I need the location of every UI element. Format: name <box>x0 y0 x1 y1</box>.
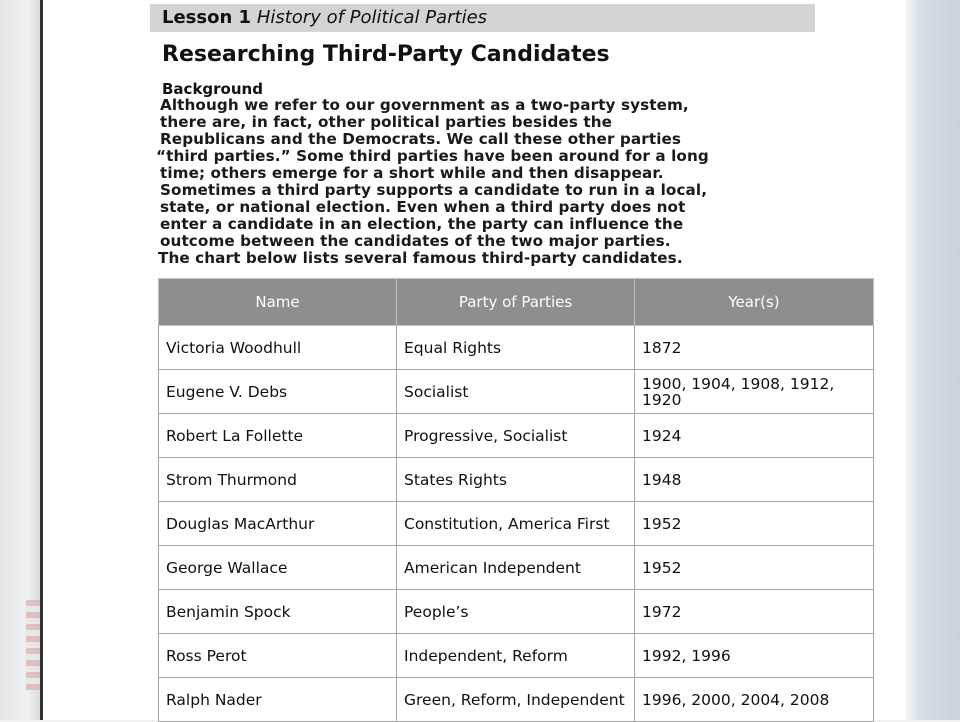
party-name: Green, Reform, Independent <box>397 678 635 722</box>
paragraph-line: “third parties.” Some third parties have been around for a long <box>156 147 709 165</box>
election-years: 1972 <box>635 590 874 634</box>
background-heading: Background <box>162 80 263 98</box>
table-row <box>159 502 874 546</box>
right-margin <box>905 0 960 720</box>
third-party-candidates-table <box>158 278 874 722</box>
party-name: People’s <box>397 590 635 634</box>
candidate-name: George Wallace <box>159 546 397 590</box>
lesson-number: Lesson 1 <box>162 7 252 28</box>
party-name: Socialist <box>397 370 635 414</box>
candidate-name: Eugene V. Debs <box>159 370 397 414</box>
column-header-party: Party of Parties <box>397 279 635 326</box>
paragraph-line: Republicans and the Democrats. We call these other parties <box>160 130 682 148</box>
table-row <box>159 634 874 678</box>
election-years: 1952 <box>635 546 874 590</box>
election-years: 1992, 1996 <box>635 634 874 678</box>
lesson-header <box>150 4 815 32</box>
flag-fragment-image <box>26 600 40 690</box>
left-margin <box>0 0 40 720</box>
election-years: 1900, 1904, 1908, 1912, 1920 <box>635 370 874 414</box>
column-header-years: Year(s) <box>635 279 874 326</box>
lesson-topic: History of Political Parties <box>256 7 488 28</box>
table-row <box>159 678 874 722</box>
paragraph-line: Sometimes a third party supports a candidate to run in a local, <box>160 181 708 199</box>
candidate-name: Douglas MacArthur <box>159 502 397 546</box>
election-years: 1872 <box>635 326 874 370</box>
paragraph-line: state, or national election. Even when a third party does not <box>160 198 686 216</box>
candidate-name: Benjamin Spock <box>159 590 397 634</box>
party-name: American Independent <box>397 546 635 590</box>
election-years: 1948 <box>635 458 874 502</box>
party-name: Equal Rights <box>397 326 635 370</box>
page-title: Researching Third-Party Candidates <box>162 42 610 67</box>
election-years: 1996, 2000, 2004, 2008 <box>635 678 874 722</box>
candidate-name: Strom Thurmond <box>159 458 397 502</box>
candidate-name: Robert La Follette <box>159 414 397 458</box>
paragraph-line: Although we refer to our government as a two-party system, <box>160 96 689 114</box>
candidate-name: Ross Perot <box>159 634 397 678</box>
paragraph-line: The chart below lists several famous third-party candidates. <box>158 249 683 267</box>
party-name: Progressive, Socialist <box>397 414 635 458</box>
table-row <box>159 458 874 502</box>
candidate-name: Victoria Woodhull <box>159 326 397 370</box>
party-name: States Rights <box>397 458 635 502</box>
column-header-name: Name <box>159 279 397 326</box>
paragraph-line: enter a candidate in an election, the party can influence the <box>160 215 684 233</box>
table-row <box>159 370 874 414</box>
slide-edge-decoration <box>905 0 919 720</box>
election-years: 1924 <box>635 414 874 458</box>
party-name: Constitution, America First <box>397 502 635 546</box>
table-row <box>159 326 874 370</box>
background-paragraph <box>156 96 810 267</box>
table-header-row <box>159 279 874 326</box>
party-name: Independent, Reform <box>397 634 635 678</box>
paragraph-line: there are, in fact, other political parties besides the <box>160 113 613 131</box>
paragraph-line: time; others emerge for a short while and then disappear. <box>160 164 664 182</box>
candidate-name: Ralph Nader <box>159 678 397 722</box>
table-row <box>159 546 874 590</box>
table-row <box>159 590 874 634</box>
paragraph-line: outcome between the candidates of the two major parties. <box>160 232 671 250</box>
election-years: 1952 <box>635 502 874 546</box>
table-row <box>159 414 874 458</box>
